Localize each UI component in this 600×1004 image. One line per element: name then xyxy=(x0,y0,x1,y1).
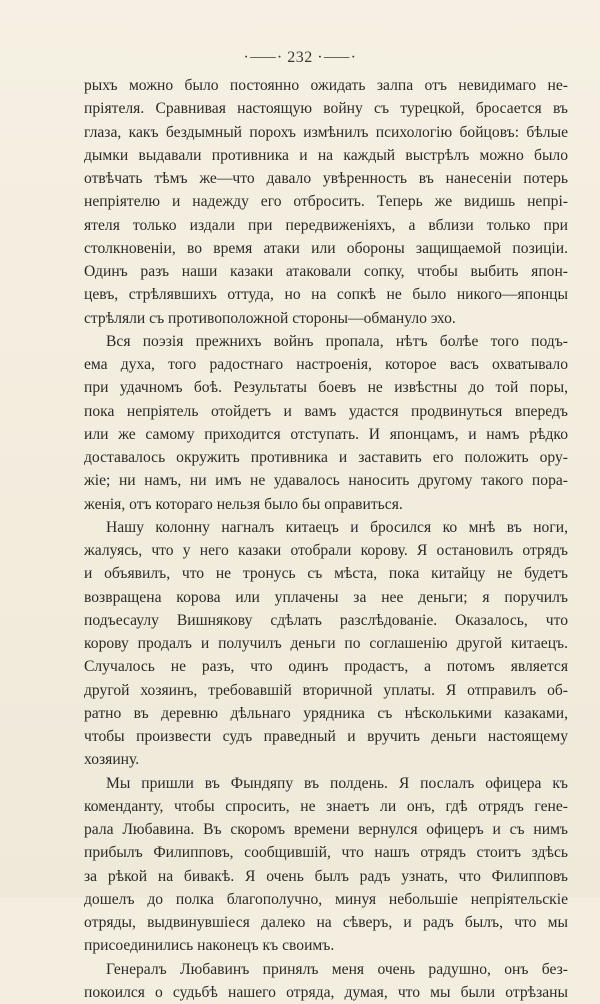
text-line: рыхъ можно было постоянно ожидать залпа отъ невидимаго не- xyxy=(84,74,568,97)
text-line: возвращена корова или уплачены за нее деньги; я поручилъ xyxy=(84,586,568,609)
text-line: и объявилъ, что не тронусь съ мѣста, пока китайцу не будетъ xyxy=(84,562,568,585)
paragraph xyxy=(84,772,568,958)
text-line: жалуясь, что у него казаки отобрали корову. Я остановилъ отрядъ xyxy=(84,539,568,562)
text-line: дошелъ до полка благополучно, минуя небольшіе непріятельскіе xyxy=(84,888,568,911)
text-line: за рѣкой на бивакѣ. Я очень былъ радъ узнать, что Филипповъ xyxy=(84,865,568,888)
text-line: отвѣчать тѣмъ же—что давало увѣренность въ нанесеніи потерь xyxy=(84,167,568,190)
text-line: при удачномъ боѣ. Результаты боевъ не извѣстны до той поры, xyxy=(84,376,568,399)
text-line: ятеля только издали при передвиженіяхъ, а вблизи только при xyxy=(84,214,568,237)
text-line: Одинъ разъ наши казаки атаковали сопку, чтобы выбить япон- xyxy=(84,260,568,283)
text-line: подъесаулу Вишнякову сдѣлать разслѣдованіе. Оказалось, что xyxy=(84,609,568,632)
text-line: чтобы произвести судъ праведный и вручить деньги настоящему xyxy=(84,725,568,748)
text-line: или же самому приходится отступать. И японцамъ, и намъ рѣдко xyxy=(84,423,568,446)
text-line: корову продалъ и получилъ деньги по соглашенію другой китаецъ. xyxy=(84,632,568,655)
text-line: покоился о судьбѣ нашего отряда, думая, что мы были отрѣзаны xyxy=(84,981,568,1004)
page-number-value: 232 xyxy=(287,49,313,66)
text-line: Нашу колонну нагналъ китаецъ и бросился ко мнѣ въ ноги, xyxy=(84,516,568,539)
text-line: глаза, какъ бездымный порохъ измѣнилъ психологію бойцовъ: бѣлые xyxy=(84,121,568,144)
text-line: непріятелю и надежду его отбросить. Теперь же видишь непрі- xyxy=(84,190,568,213)
page-number-ornament-right: ·⸺· xyxy=(317,49,356,66)
text-line: Вся поэзія прежнихъ войнъ пропала, нѣтъ болѣе того подъ- xyxy=(84,330,568,353)
text-line: цевъ, стрѣлявшихъ оттуда, но на сопкѣ не было никого—японцы xyxy=(84,283,568,306)
text-line: рала Любавина. Въ скоромъ времени вернулся офицеръ и съ нимъ xyxy=(84,818,568,841)
text-line: коменданту, чтобы спросить, не знаетъ ли онъ, гдѣ отрядъ гене- xyxy=(84,795,568,818)
paragraph xyxy=(84,330,568,516)
text-line: другой хозяинъ, требовавшій вторичной уплаты. Я отправилъ об- xyxy=(84,679,568,702)
text-line: хозяину. xyxy=(84,748,568,771)
text-line: пріятеля. Сравнивая настоящую войну съ турецкой, бросается въ xyxy=(84,97,568,120)
text-line: ема духа, того радостнаго настроенія, которое васъ охватывало xyxy=(84,353,568,376)
text-line: жіе; ни намъ, ни имъ не удавалось наносить другому такого пора- xyxy=(84,469,568,492)
text-line: стрѣляли съ противоположной стороны—обмануло эхо. xyxy=(84,307,568,330)
text-line: прибылъ Филипповъ, сообщившій, что нашъ отрядъ стоитъ здѣсь xyxy=(84,841,568,864)
paragraph xyxy=(84,74,568,330)
paragraph xyxy=(84,516,568,772)
body-text xyxy=(84,74,568,1004)
text-line: Случалось не разъ, что одинъ продастъ, а потомъ является xyxy=(84,655,568,678)
text-line: ратно въ деревню дѣльнаго урядника съ нѣсколькими казаками, xyxy=(84,702,568,725)
text-line: пока непріятель отойдетъ и вамъ удастся продвинуться впередъ xyxy=(84,400,568,423)
text-line: отряды, выдвинувшіеся далеко на сѣверъ, и радъ былъ, что мы xyxy=(84,911,568,934)
paragraph xyxy=(84,958,568,1004)
text-line: Мы пришли въ Фындяпу въ полдень. Я послалъ офицера къ xyxy=(84,772,568,795)
text-line: присоединились наконецъ къ своимъ. xyxy=(84,934,568,957)
text-line: женія, отъ котораго нельзя было бы оправиться. xyxy=(84,493,568,516)
text-line: столкновеніи, во время атаки или обороны защищаемой позиціи. xyxy=(84,237,568,260)
text-line: доставалось окружить противника и заставить его положить ору- xyxy=(84,446,568,469)
text-line: Генералъ Любавинъ принялъ меня очень радушно, онъ без- xyxy=(84,958,568,981)
page-number-ornament-left: ·⸺· xyxy=(244,49,283,66)
text-line: дымки выдавали противника и на каждый выстрѣлъ можно было xyxy=(84,144,568,167)
page-number xyxy=(0,44,600,67)
